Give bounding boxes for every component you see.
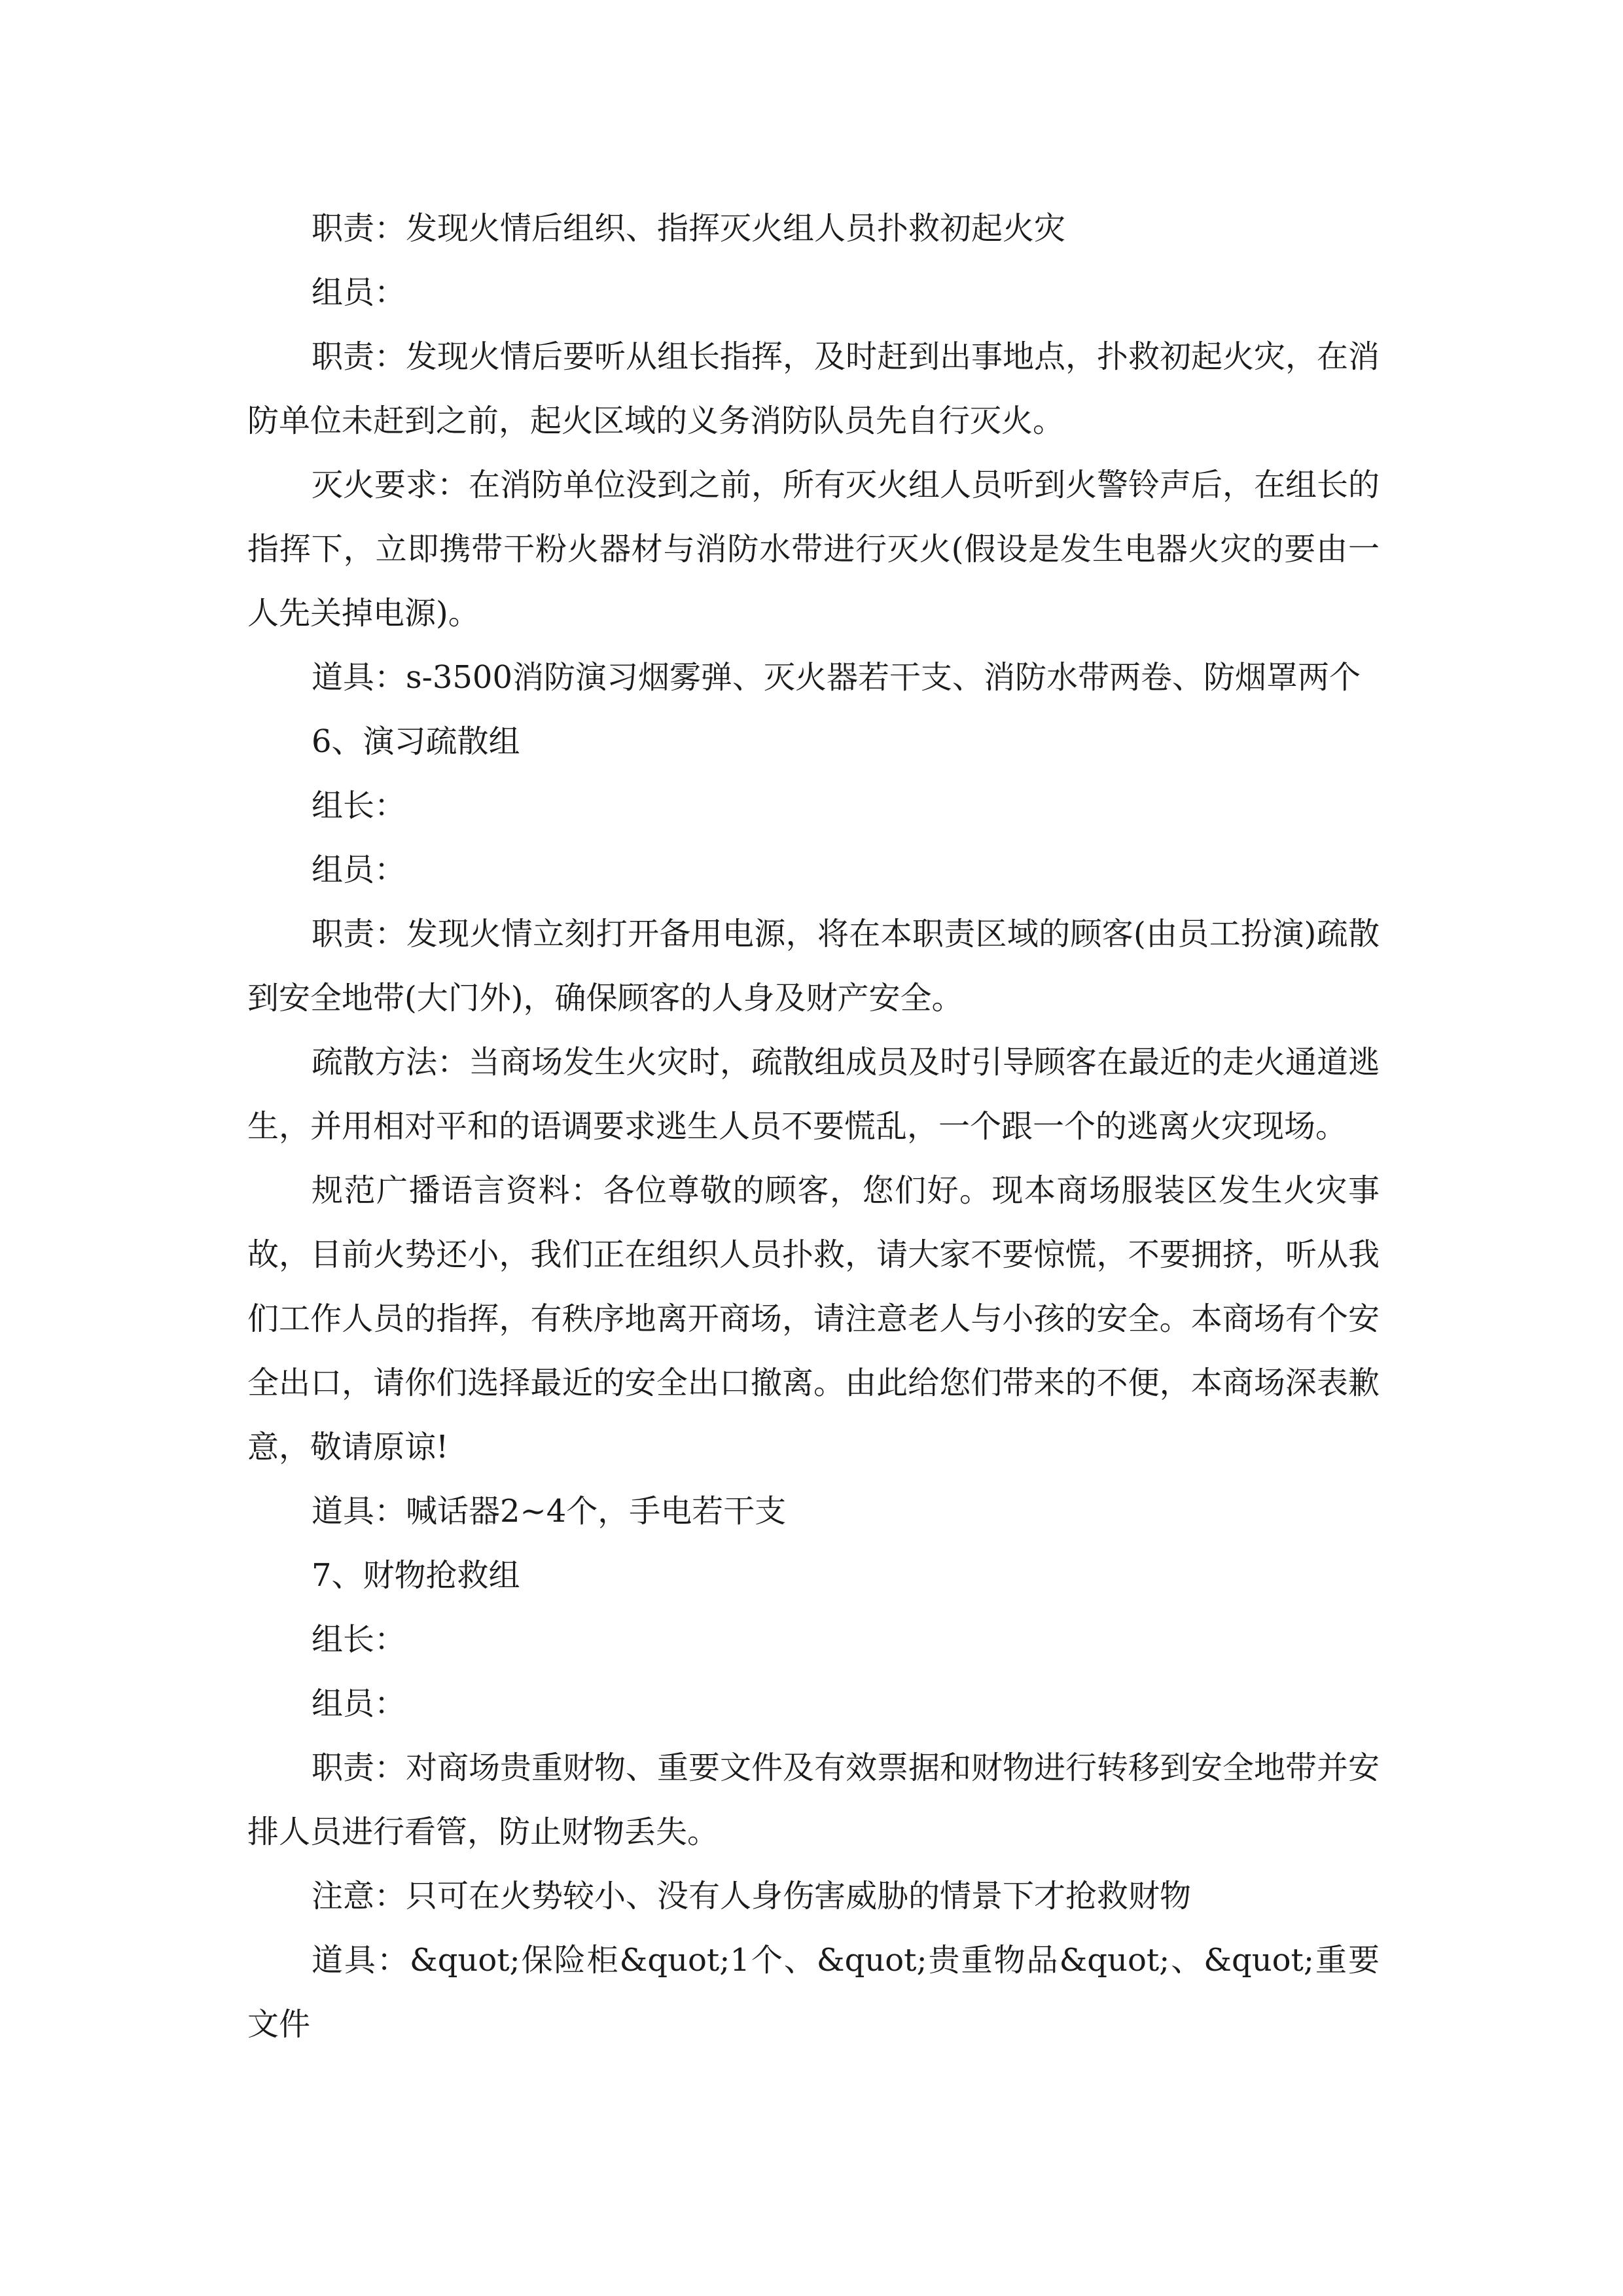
duty-leader-paragraph: 职责：发现火情后组织、指挥灭火组人员扑救初起火灾 (312, 210, 1066, 247)
firefighting-props-paragraph: 道具：s-3500消防演习烟雾弹、灭火器若干支、消防水带两卷、防烟罩两个 (312, 659, 1361, 696)
evacuation-method-paragraph: 疏散方法：当商场发生火灾时，疏散组成员及时引导顾客在最近的走火通道逃生，并用相对平和的语调要求逃生人员不要慌乱，一个跟一个的逃离火灾现场。 (247, 1044, 1380, 1145)
members-label: 组员： (312, 274, 406, 311)
property-members-label: 组员： (312, 1685, 406, 1722)
document-body (247, 196, 1380, 2056)
duty-members-paragraph: 职责：发现火情后要听从组长指挥，及时赶到出事地点，扑救初起火灾，在消防单位未赶到之前，起火区域的义务消防队员先自行灭火。 (247, 338, 1380, 439)
property-props-paragraph: 道具：&quot;保险柜&quot;1个、&quot;贵重物品&quot;、&quot;重要文件 (247, 1942, 1380, 2043)
evacuation-group-heading: 6、演习疏散组 (312, 723, 520, 760)
evacuation-duty-paragraph: 职责：发现火情立刻打开备用电源，将在本职责区域的顾客(由员工扮演)疏散到安全地带(大门外)，确保顾客的人身及财产安全。 (247, 916, 1380, 1016)
broadcast-script-paragraph: 规范广播语言资料：各位尊敬的顾客，您们好。现本商场服装区发生火灾事故，目前火势还小，我们正在组织人员扑救，请大家不要惊慌，不要拥挤，听从我们工作人员的指挥，有秩序地离开商场，请注意老人与小孩的安全。本商场有个安全出口，请你们选择最近的安全出口撤离。由此给您们带来的不便，本商场深表歉意，敬请原谅! (247, 1172, 1380, 1465)
firefighting-requirements-paragraph: 灭火要求：在消防单位没到之前，所有灭火组人员听到火警铃声后，在组长的指挥下，立即携带干粉火器材与消防水带进行灭火(假设是发生电器火灾的要由一人先关掉电源)。 (247, 467, 1380, 632)
property-duty-paragraph: 职责：对商场贵重财物、重要文件及有效票据和财物进行转移到安全地带并安排人员进行看管，防止财物丢失。 (247, 1749, 1380, 1850)
property-note-paragraph: 注意：只可在火势较小、没有人身伤害威胁的情景下才抢救财物 (312, 1878, 1192, 1914)
evacuation-members-label: 组员： (312, 852, 406, 888)
property-leader-label: 组长： (312, 1621, 406, 1658)
evacuation-leader-label: 组长： (312, 787, 406, 824)
property-rescue-group-heading: 7、财物抢救组 (312, 1557, 520, 1594)
evacuation-props-paragraph: 道具：喊话器2~4个，手电若干支 (312, 1493, 787, 1530)
